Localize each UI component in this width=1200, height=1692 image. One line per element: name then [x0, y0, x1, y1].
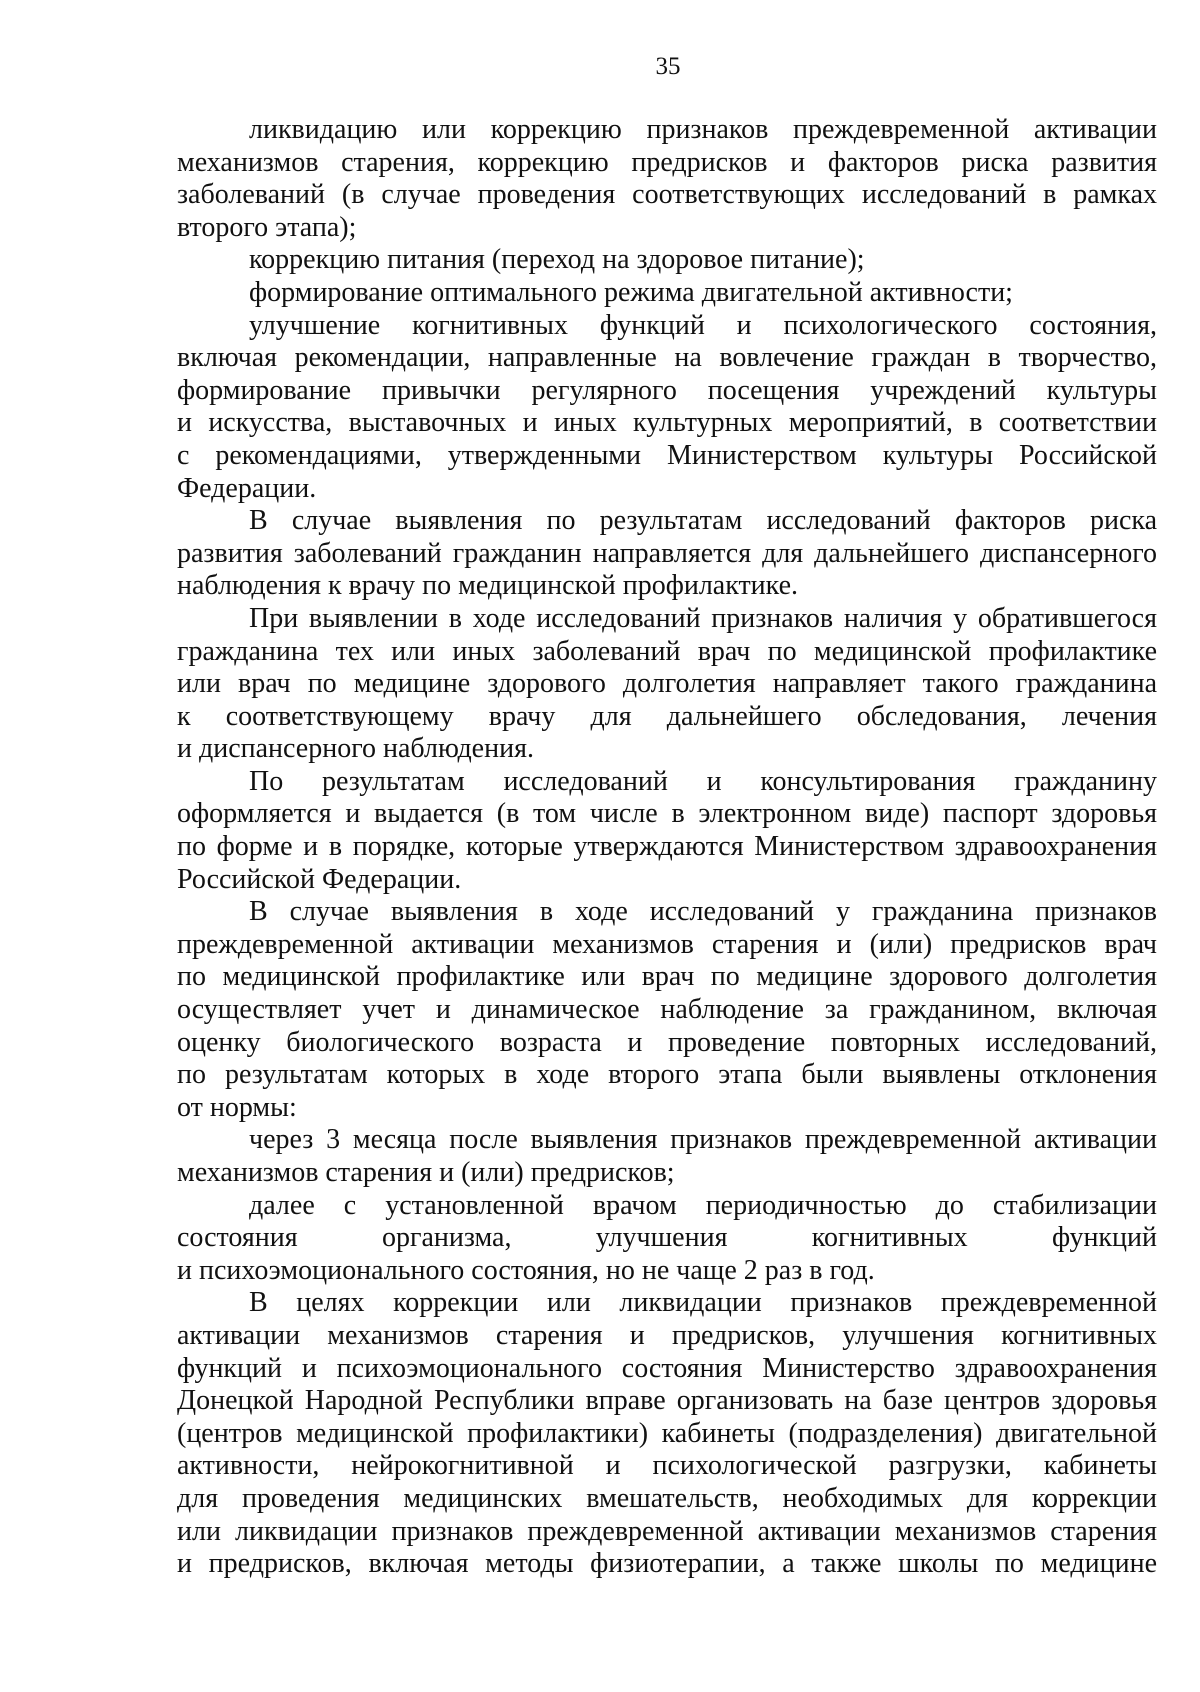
text-line: и психоэмоционального состояния, но не чаще 2 раз в год. [177, 1254, 875, 1286]
body-text [177, 114, 1157, 1581]
text-line: Федерации. [177, 472, 317, 504]
text-line: В случае выявления в ходе исследований у гражданина признаков [249, 896, 1157, 928]
page-number: 35 [655, 53, 681, 80]
text-line: механизмов старения и (или) предрисков; [177, 1157, 675, 1188]
text-line: оформляется и выдается (в том числе в электронном виде) паспорт здоровья [177, 798, 1157, 830]
text-line: осуществляет учет и динамическое наблюдение за гражданином, включая [177, 994, 1157, 1026]
text-line: по результатам которых в ходе второго этапа были выявлены отклонения [177, 1059, 1157, 1091]
text-line: (центров медицинской профилактики) кабинеты (подразделения) двигательной [177, 1417, 1157, 1449]
text-line: активности, нейрокогнитивной и психологической разгрузки, кабинеты [177, 1450, 1157, 1482]
text-line: формирование оптимального режима двигательной активности; [249, 276, 1013, 308]
text-line: коррекцию питания (переход на здоровое питание); [249, 244, 865, 276]
text-line: При выявлении в ходе исследований признаков наличия у обратившегося [249, 602, 1157, 634]
text-line: включая рекомендации, направленные на вовлечение граждан в творчество, [177, 342, 1157, 374]
text-line: Донецкой Народной Республики вправе организовать на базе центров здоровья [177, 1385, 1157, 1417]
text-line: и искусства, выставочных и иных культурных мероприятий, в соответствии [177, 407, 1157, 439]
text-line: к соответствующему врачу для дальнейшего обследования, лечения [177, 700, 1157, 732]
text-line: и предрисков, включая методы физиотерапии, а также школы по медицине [177, 1548, 1157, 1580]
text-line: По результатам исследований и консультирования гражданину [249, 765, 1157, 797]
text-line: второго этапа); [177, 211, 357, 243]
text-line: и диспансерного наблюдения. [177, 733, 534, 765]
text-line: далее с установленной врачом периодичностью до стабилизации [249, 1189, 1157, 1221]
text-line: по форме и в порядке, которые утверждаются Министерством здравоохранения [177, 831, 1157, 863]
text-line: улучшение когнитивных функций и психологического состояния, [249, 309, 1157, 341]
text-line: или врач по медицине здорового долголетия направляет такого гражданина [177, 668, 1157, 700]
text-line: заболеваний (в случае проведения соответствующих исследований в рамках [177, 179, 1157, 211]
text-line: с рекомендациями, утвержденными Министерством культуры Российской [177, 439, 1157, 471]
text-line: от нормы: [177, 1091, 297, 1123]
text-line: через 3 месяца после выявления признаков преждевременной активации [249, 1124, 1157, 1156]
text-line: формирование привычки регулярного посещения учреждений культуры [177, 374, 1157, 406]
text-line: состояния организма, улучшения когнитивных функций [177, 1222, 1157, 1254]
text-line: активации механизмов старения и предрисков, улучшения когнитивных [177, 1319, 1157, 1351]
text-line: Российской Федерации. [177, 863, 462, 895]
text-line: ликвидацию или коррекцию признаков преждевременной активации [249, 114, 1157, 145]
text-line: наблюдения к врачу по медицинской профилактике. [177, 570, 799, 602]
text-line: гражданина тех или иных заболеваний врач по медицинской профилактике [177, 635, 1157, 667]
text-line: оценку биологического возраста и проведение повторных исследований, [177, 1026, 1157, 1058]
text-line: для проведения медицинских вмешательств, необходимых для коррекции [177, 1482, 1157, 1514]
text-line: В целях коррекции или ликвидации признаков преждевременной [249, 1287, 1157, 1319]
text-line: преждевременной активации механизмов старения и (или) предрисков врач [177, 928, 1157, 960]
text-line: функций и психоэмоционального состояния Министерство здравоохранения [177, 1352, 1157, 1384]
text-line: развития заболеваний гражданин направляется для дальнейшего диспансерного [177, 537, 1157, 569]
text-line: или ликвидации признаков преждевременной активации механизмов старения [177, 1515, 1157, 1547]
text-line: по медицинской профилактике или врач по медицине здорового долголетия [177, 961, 1157, 993]
text-line: В случае выявления по результатам исследований факторов риска [249, 505, 1157, 537]
text-line: механизмов старения, коррекцию предрисков и факторов риска развития [177, 146, 1157, 178]
